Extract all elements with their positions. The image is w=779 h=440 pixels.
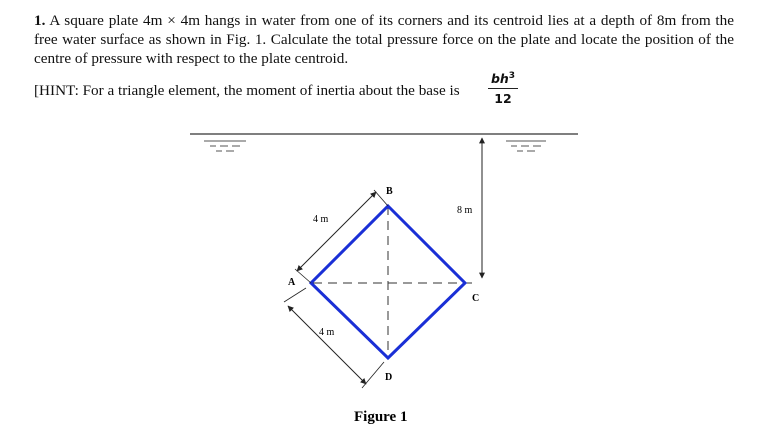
dim-line-lower <box>288 306 366 384</box>
water-symbol-left <box>204 141 246 151</box>
label-corner-b: B <box>386 186 393 197</box>
dim-ext-a-upper <box>295 269 311 283</box>
problem-text: A square plate 4m × 4m hangs in water from one of its corners and its centroid lies at a depth of 8m from the free water surface as shown in Fig. 1. Calculate the total pressure force on the plate and locate the position of the centre of pressure with respect to the plate centroid. <box>34 12 734 67</box>
dim-ext-a-lower <box>284 288 306 302</box>
fraction-exponent: 3 <box>508 71 516 81</box>
problem-number: 1. <box>34 12 46 29</box>
label-dim-upper: 4 m <box>313 214 329 225</box>
label-dim-lower: 4 m <box>319 327 335 338</box>
fraction-denominator: 12 <box>494 91 512 107</box>
water-symbol-right <box>506 141 546 151</box>
label-corner-a: A <box>288 277 296 288</box>
dim-ext-d <box>362 362 384 388</box>
label-corner-c: C <box>472 293 480 304</box>
label-depth: 8 m <box>457 205 473 216</box>
hint-text: [HINT: For a triangle element, the moment of inertia about the base is <box>34 82 460 99</box>
figure-caption: Figure 1 <box>354 409 408 425</box>
label-corner-d: D <box>385 372 393 383</box>
fraction-numerator: $bh^3$ <box>490 71 516 87</box>
